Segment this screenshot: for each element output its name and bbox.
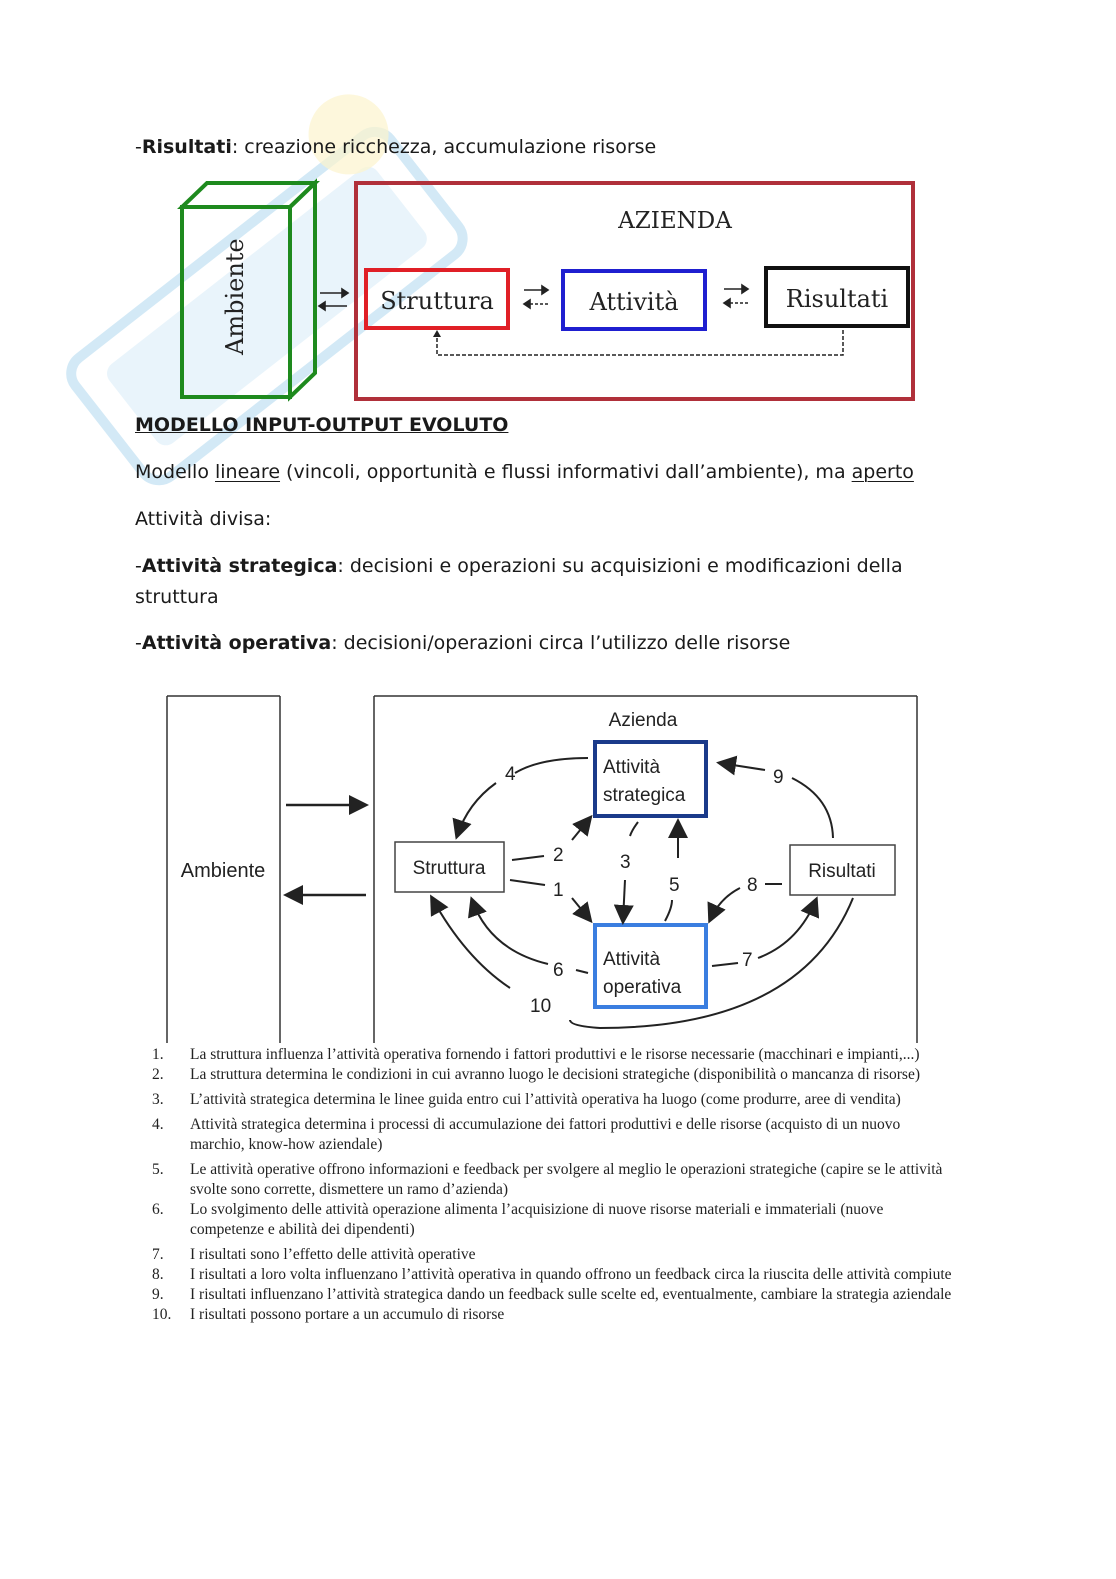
struttura-label: Struttura [380, 287, 494, 315]
num-6: 6 [553, 960, 564, 981]
risultati-label-2: Risultati [808, 861, 876, 882]
note-item [152, 1065, 952, 1085]
strategica-label-2: strategica [603, 785, 686, 806]
struttura-label-2: Struttura [412, 858, 486, 879]
arrows-attivita-risultati [724, 285, 748, 307]
strategica-prefix: - [135, 555, 142, 577]
ambiente-label-2: Ambiente [180, 860, 266, 882]
note-text: Le attività operative offrono informazioni e feedback per svolgere al meglio le operazioni strategiche (capire se le attività svolte sono corrette, dismettere un ramo d’azienda) [190, 1161, 943, 1198]
intro-line [135, 132, 656, 162]
operativa-prefix: - [135, 632, 142, 654]
num-4: 4 [505, 764, 516, 785]
note-number: 2. [152, 1066, 164, 1083]
num-3: 3 [620, 852, 631, 873]
note-item [152, 1265, 952, 1285]
num-9: 9 [773, 767, 784, 788]
notes-list [152, 1045, 952, 1325]
arrows-ambiente-azienda-2 [286, 805, 366, 895]
section-heading: MODELLO INPUT-OUTPUT EVOLUTO [135, 414, 509, 436]
num-10: 10 [530, 996, 552, 1017]
operativa-line [135, 628, 790, 658]
intro-term: Risultati [141, 136, 232, 158]
section-heading-line [135, 410, 508, 440]
note-item [152, 1285, 952, 1305]
num-7: 7 [742, 950, 753, 971]
note-number: 3. [152, 1091, 164, 1108]
operativa-text: : decisioni/operazioni circa l’utilizzo delle risorse [331, 632, 791, 654]
model-lineare: lineare [215, 461, 281, 483]
note-number: 1. [152, 1046, 164, 1063]
operativa-label-1: Attività [603, 949, 661, 970]
arrows-struttura-attivita [524, 286, 548, 308]
model-text-b: (vincoli, opportunità e flussi informativi dall’ambiente), ma [280, 461, 852, 483]
intro-prefix: - [135, 136, 142, 158]
note-text: Lo svolgimento delle attività operazione alimenta l’acquisizione di nuove risorse materiali e immateriali (nuove competenze e abilità dei dipendenti) [190, 1201, 884, 1238]
note-item [152, 1200, 952, 1240]
num-2: 2 [553, 845, 564, 866]
operativa-label-2: operativa [603, 977, 682, 998]
note-item [152, 1305, 952, 1325]
ambiente-box [182, 183, 315, 397]
note-text: I risultati possono portare a un accumulo di risorse [190, 1306, 505, 1323]
note-number: 7. [152, 1246, 164, 1263]
arrows-ambiente-azienda [319, 289, 348, 310]
strategica-term: Attività strategica [141, 555, 338, 577]
note-text: I risultati sono l’effetto delle attività operative [190, 1246, 476, 1263]
num-5: 5 [669, 875, 680, 896]
risultati-label: Risultati [785, 285, 889, 313]
strategica-line [135, 551, 903, 581]
strategica-label-1: Attività [603, 757, 661, 778]
intro-text: : creazione ricchezza, accumulazione risorse [231, 136, 657, 158]
note-number: 5. [152, 1161, 164, 1178]
note-item [152, 1090, 952, 1110]
note-text: La struttura influenza l’attività operativa fornendo i fattori produttivi e le risorse necessarie (macchinari e impianti,...) [190, 1046, 920, 1063]
note-text: I risultati influenzano l’attività strategica dando un feedback sulle scelte ed, eventualmente, cambiare la strategia aziendale [190, 1286, 952, 1303]
note-item [152, 1045, 952, 1065]
strategica-text: : decisioni e operazioni su acquisizioni e modificazioni della [337, 555, 903, 577]
operativa-term: Attività operativa [141, 632, 332, 654]
ambiente-label: Ambiente [221, 238, 249, 355]
note-number: 6. [152, 1201, 164, 1218]
azienda-label-2: Azienda [608, 710, 678, 731]
diagram-input-output [170, 175, 930, 410]
note-number: 9. [152, 1286, 164, 1303]
note-number: 10. [152, 1306, 172, 1323]
note-item [152, 1160, 952, 1200]
attivita-label: Attività [589, 288, 679, 316]
azienda-label: AZIENDA [618, 208, 732, 234]
strategica-line-2: struttura [135, 586, 219, 608]
num-1: 1 [553, 880, 564, 901]
feedback-line [437, 330, 843, 355]
num-8: 8 [747, 875, 758, 896]
note-text: I risultati a loro volta influenzano l’attività operativa in quando offrono un feedback circa la riuscita delle attività compiute [190, 1266, 952, 1283]
note-item [152, 1245, 952, 1265]
note-item [152, 1115, 952, 1155]
note-text: L’attività strategica determina le linee guida entro cui l’attività operativa ha luogo (come produrre, aree di vendita) [190, 1091, 901, 1108]
note-text: Attività strategica determina i processi di accumulazione dei fattori produttivi e delle risorse (acquisto di un nuovo marchio, know-how aziendale) [190, 1116, 901, 1153]
diagram-modello-evoluto [160, 688, 930, 1048]
model-aperto: aperto [851, 461, 914, 483]
model-line [135, 457, 914, 487]
attivita-divisa-line: Attività divisa: [135, 508, 272, 530]
note-number: 8. [152, 1266, 164, 1283]
note-number: 4. [152, 1116, 164, 1133]
model-text-a: Modello [135, 461, 215, 483]
note-text: La struttura determina le condizioni in cui avranno luogo le decisioni strategiche (disponibilità o mancanza di risorse) [190, 1066, 920, 1083]
